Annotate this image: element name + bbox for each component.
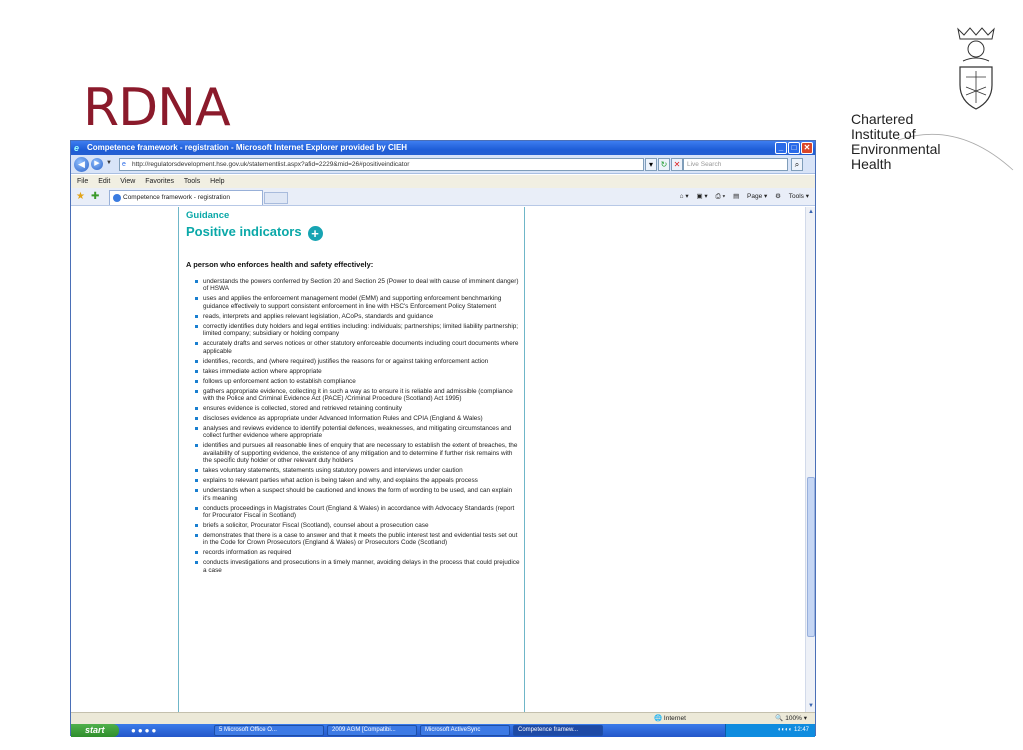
taskbar-item-office[interactable]: 5 Microsoft Office O... bbox=[214, 725, 324, 736]
list-item: identifies, records, and (where required) justifies the reasons for or against taking enforcement action bbox=[195, 358, 521, 365]
list-item: follows up enforcement action to establish compliance bbox=[195, 378, 521, 385]
list-item: takes voluntary statements, statements using statutory powers and interviews under caution bbox=[195, 467, 521, 474]
tab-competence-framework[interactable]: Competence framework - registration bbox=[109, 190, 263, 205]
scroll-down-icon[interactable]: ▼ bbox=[808, 703, 814, 709]
slide-title: RDNA bbox=[83, 78, 230, 138]
menu-tools[interactable]: Tools bbox=[183, 178, 201, 185]
list-item: takes immediate action where appropriate bbox=[195, 368, 521, 375]
list-item: reads, interprets and applies relevant legislation, ACoPs, standards and guidance bbox=[195, 313, 521, 320]
section-heading-guidance: Guidance bbox=[186, 210, 230, 221]
zoom-level[interactable]: 🔍 100% ▾ bbox=[775, 715, 807, 722]
list-item: identifies and pursues all reasonable lines of enquiry that are necessary to establish the extent of breaches, the availability of supporting evidence, the existence of any mitigation and to determine if further risk remains with the specific duty holder or other relevant duty holders bbox=[195, 442, 521, 464]
list-item: analyses and reviews evidence to identify potential defences, weaknesses, and mitigating circumstances and collect further evidence where appropriate bbox=[195, 425, 521, 440]
list-item: understands the powers conferred by Section 20 and Section 25 (Power to deal with cause of imminent danger) of HSWA bbox=[195, 278, 521, 293]
page-content bbox=[71, 207, 806, 712]
scroll-up-icon[interactable]: ▲ bbox=[808, 209, 814, 215]
back-button[interactable]: ◀ bbox=[74, 157, 89, 172]
home-icon[interactable]: ⌂ ▾ bbox=[679, 193, 689, 200]
expand-plus-icon[interactable]: + bbox=[308, 226, 323, 241]
close-button[interactable]: ✕ bbox=[801, 142, 813, 154]
indicator-list bbox=[195, 278, 521, 577]
command-bar bbox=[674, 192, 809, 201]
maximize-button[interactable]: □ bbox=[788, 142, 800, 154]
status-bar bbox=[71, 712, 815, 724]
favorites-star-icon[interactable]: ★ bbox=[76, 191, 85, 202]
add-favorite-icon[interactable]: ✚ bbox=[91, 191, 100, 202]
window-title: Competence framework - registration - Microsoft Internet Explorer provided by CIEH bbox=[87, 143, 408, 152]
intro-text: A person who enforces health and safety effectively: bbox=[186, 260, 374, 269]
minimize-button[interactable]: _ bbox=[775, 142, 787, 154]
tray-icons[interactable]: ◐◐◐◐ bbox=[777, 727, 794, 733]
clock: 12:47 bbox=[793, 727, 809, 733]
menu-favorites[interactable]: Favorites bbox=[145, 178, 175, 185]
page-menu[interactable]: ▤ Page ▾ bbox=[733, 193, 768, 200]
scroll-thumb[interactable] bbox=[807, 477, 815, 637]
window-titlebar[interactable] bbox=[71, 141, 815, 155]
quick-launch-icons[interactable]: ●●●● bbox=[131, 726, 159, 735]
feeds-icon[interactable]: ▣ ▾ bbox=[696, 193, 708, 200]
stop-icon[interactable]: ✕ bbox=[671, 158, 683, 171]
taskbar-item-competence[interactable]: Competence framew... bbox=[513, 725, 603, 736]
system-tray bbox=[725, 724, 815, 737]
tab-page-icon bbox=[113, 194, 121, 202]
list-item: accurately drafts and serves notices or other statutory enforceable documents including court documents where applicable bbox=[195, 340, 521, 355]
favorites-bar bbox=[71, 188, 815, 206]
list-item: ensures evidence is collected, stored and retrieved retaining continuity bbox=[195, 405, 521, 412]
positive-indicators-heading: Positive indicators + bbox=[186, 224, 323, 241]
list-item: correctly identifies duty holders and legal entities including: individuals; partnerships; limited liability partnership; limited company; subsidiary or holding company bbox=[195, 323, 521, 338]
taskbar-item-activesync[interactable]: Microsoft ActiveSync bbox=[420, 725, 510, 736]
list-item: understands when a suspect should be cautioned and knows the form of wording to be used, and can explain it's meaning bbox=[195, 487, 521, 502]
refresh-icon[interactable]: ↻ bbox=[658, 158, 670, 171]
list-item: records information as required bbox=[195, 549, 521, 556]
start-button[interactable]: start bbox=[71, 724, 119, 737]
history-dropdown-icon[interactable]: ▼ bbox=[106, 160, 112, 166]
forward-button[interactable]: ▶ bbox=[91, 158, 103, 170]
list-item: uses and applies the enforcement management model (EMM) and supporting enforcement benchmarking guidance effectively to support consistent enforcement in line with HSC's Enforcement Policy Statement bbox=[195, 295, 521, 310]
menu-bar bbox=[71, 175, 815, 188]
menu-edit[interactable]: Edit bbox=[98, 178, 111, 185]
cieh-wordmark: Chartered Institute of Environmental Health bbox=[851, 111, 941, 172]
menu-view[interactable]: View bbox=[120, 178, 136, 185]
vertical-scrollbar[interactable] bbox=[805, 207, 815, 712]
list-item: discloses evidence as appropriate under Advanced Information Rules and CPIA (England & Wales) bbox=[195, 415, 521, 422]
new-tab-button[interactable] bbox=[264, 192, 288, 204]
menu-help[interactable]: Help bbox=[210, 178, 225, 185]
menu-file[interactable]: File bbox=[77, 178, 89, 185]
list-item: gathers appropriate evidence, collecting it in such a way as to ensure it is reliable and admissible (compliance with the Police and Criminal Evidence Act (PACE) /Criminal Procedure (Scotland) Act 1995) bbox=[195, 388, 521, 403]
browser-window bbox=[70, 140, 816, 736]
list-item: conducts investigations and prosecutions in a timely manner, avoiding delays in the process that could prejudice a case bbox=[195, 559, 521, 574]
security-zone[interactable]: 🌐 Internet bbox=[654, 715, 686, 722]
print-icon[interactable]: ⎙ ▾ bbox=[715, 193, 726, 200]
search-input[interactable]: Live Search bbox=[683, 158, 788, 171]
ie-icon: e bbox=[74, 143, 80, 153]
tools-menu[interactable]: ⚙ Tools ▾ bbox=[775, 193, 809, 200]
search-go-icon[interactable]: ⌕ bbox=[791, 158, 803, 171]
list-item: conducts proceedings in Magistrates Court (England & Wales) in accordance with Advocacy Standards (report for Procurator Fiscal in Scotland) bbox=[195, 505, 521, 520]
address-toolbar bbox=[71, 155, 815, 174]
list-item: explains to relevant parties what action is being taken and why, and explains the appeals process bbox=[195, 477, 521, 484]
address-input[interactable]: e http://regulatorsdevelopment.hse.gov.uk/statementlist.aspx?afid=2229&mid=26#positiveindicator bbox=[119, 158, 644, 171]
list-item: briefs a solicitor, Procurator Fiscal (Scotland), counsel about a prosecution case bbox=[195, 522, 521, 529]
page-icon: e bbox=[122, 161, 126, 168]
windows-taskbar bbox=[71, 724, 815, 737]
list-item: demonstrates that there is a case to answer and that it meets the public interest test and evidential tests set out in the Code for Crown Prosecutors (England & Wales) or Prosecutors Code (Scotland) bbox=[195, 532, 521, 547]
taskbar-item-agm[interactable]: 2009 AGM [Compatibi... bbox=[327, 725, 417, 736]
address-dropdown-icon[interactable]: ▾ bbox=[645, 158, 657, 171]
